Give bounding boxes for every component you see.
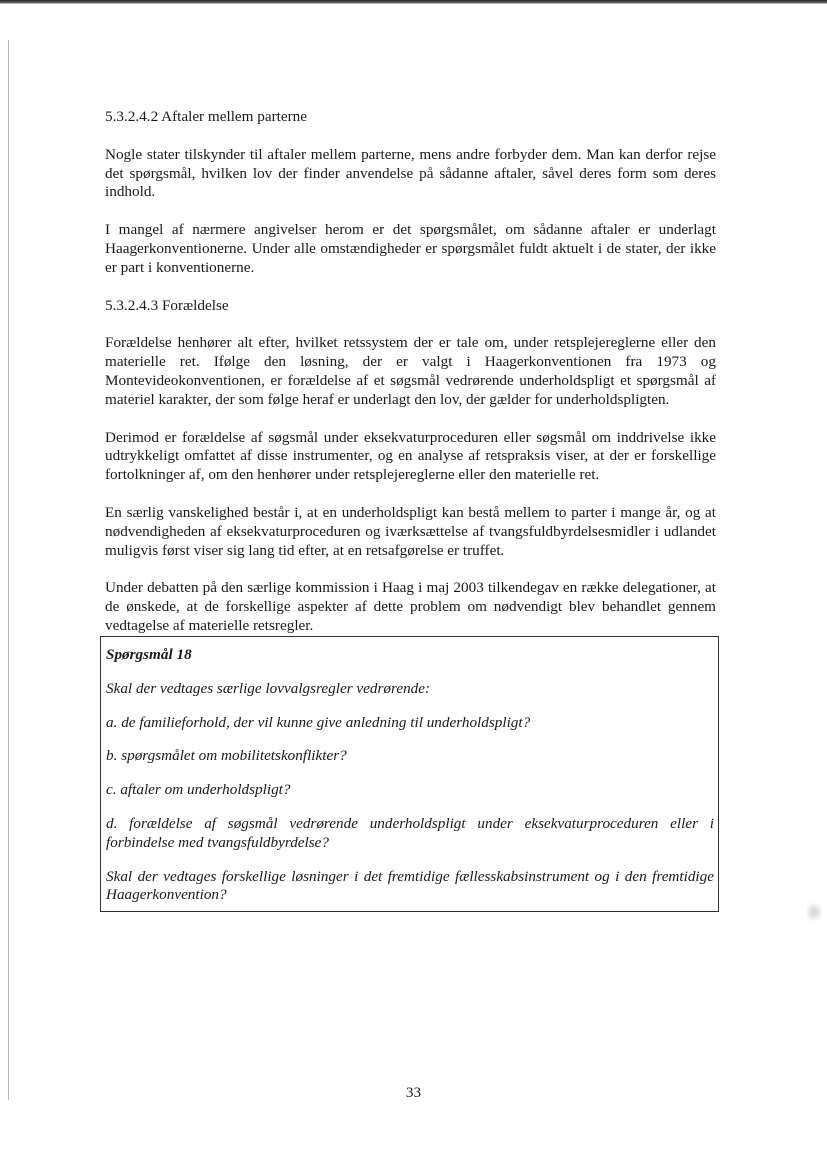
paragraph-3: Forældelse henhører alt efter, hvilket retssystem der er tale om, under retsplejereglerne eller den materielle ret. Ifølge den løsning, der er valgt i Haagerkonventionen fra 1973 og Montevideokonventionen, er forældelse af et søgsmål vedrørende underholdspligt et spørgsmål af materiel karakter, der som følge heraf er underlagt den lov, der gælder for underholdspligten. [105,334,716,408]
section-heading-aftaler: 5.3.2.4.2 Aftaler mellem parterne [105,108,308,125]
scan-margin-line [8,40,9,1100]
document-body [105,108,716,655]
section-heading-foraeldelse: 5.3.2.4.3 Forældelse [105,296,229,314]
question-title: Spørgsmål 18 [106,646,192,663]
question-closing: Skal der vedtages forskellige løsninger i det fremtidige fællesskabsinstrument og i den fremtidige Haagerkonvention? [106,867,714,904]
question-item-b: b. spørgsmålet om mobilitetskonflikter? [106,747,347,765]
paragraph-2: I mangel af nærmere angivelser herom er det spørgsmålet, om sådanne aftaler er underlagt Haagerkonventionerne. Under alle omstændigheder er spørgsmålet fuldt aktuelt i de stater, der ikke er part i konventionerne. [105,221,716,276]
scan-speck [807,900,821,924]
question-item-d: d. forældelse af søgsmål vedrørende underholdspligt under eksekvaturproceduren eller i forbindelse med tvangsfuldbyrdelse? [106,814,714,851]
paragraph-5: En særlig vanskelighed består i, at en underholdspligt kan bestå mellem to parter i mange år, og at nødvendigheden af eksekvaturproceduren og iværksættelse af tvangsfuldbyrdelsesmidler i udlandet muligvis først viser sig lang tid efter, at en retsafgørelse er truffet. [105,503,716,559]
question-box [100,636,719,912]
top-scan-rule [0,0,827,4]
page-number: 33 [405,1084,422,1101]
question-item-c: c. aftaler om underholdspligt? [106,781,291,799]
question-item-a: a. de familieforhold, der vil kunne give anledning til underholdspligt? [106,713,531,731]
paragraph-6: Under debatten på den særlige kommission i Haag i maj 2003 tilkendegav en række delegationer, at de ønskede, at de forskellige aspekter af dette problem om nødvendigt blev behandlet gennem vedtagelse af materielle retsregler. [105,579,716,634]
question-intro: Skal der vedtages særlige lovvalgsregler vedrørende: [106,679,431,697]
paragraph-4: Derimod er forældelse af søgsmål under eksekvaturproceduren eller søgsmål om inddrivelse ikke udtrykkeligt omfattet af disse instrumenter, og en analyse af retspraksis viser, at der er forskellige fortolkninger af, om den henhører under retsplejereglerne eller den materielle ret. [105,428,716,484]
paragraph-1: Nogle stater tilskynder til aftaler mellem parterne, mens andre forbyder dem. Man kan derfor rejse det spørgsmål, hvilken lov der finder anvendelse på sådanne aftaler, såvel deres form som deres indhold. [105,145,716,201]
